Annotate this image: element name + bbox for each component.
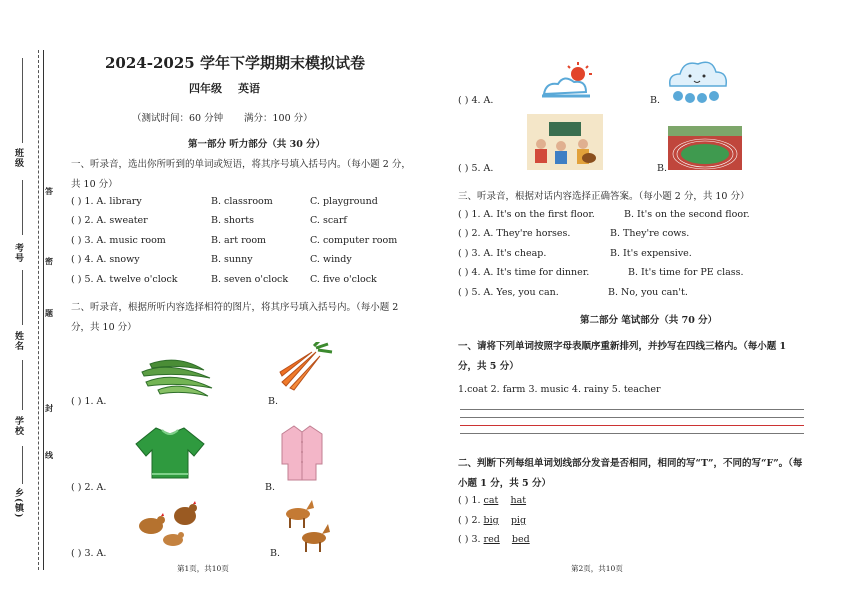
q3-item-3-a[interactable]: ( ) 3. A. It's cheap.	[458, 248, 547, 259]
part2-title: 第二部分 笔试部分（共 70 分）	[580, 315, 718, 326]
p2-q2-item-3-num: ( ) 3.	[458, 534, 484, 545]
class-label: 班级	[13, 148, 23, 168]
grid-line-1	[460, 409, 804, 410]
p2-q2-instruction-line2: 小题 1 分，共 5 分）	[458, 478, 551, 489]
q3-instruction: 三、听录音，根据对话内容选择正确答案。（每小题 2 分，共 10 分）	[458, 191, 750, 202]
q3-item-5-b: B. No, you can't.	[608, 287, 688, 298]
p2-q2-item-1-word1: cat	[483, 495, 499, 506]
q3-item-4-b: B. It's time for PE class.	[628, 267, 744, 278]
playground-image	[668, 126, 742, 170]
footer-left: 第1页，共10页	[177, 564, 229, 573]
school-blank-line[interactable]	[22, 360, 23, 410]
grade-label: 四年级	[189, 82, 222, 95]
q1-item-4-b: B. sunny	[211, 254, 253, 265]
q2-item-1-a[interactable]: ( ) 1. A.	[71, 396, 107, 407]
p2-q2-item-1-word2: hat	[510, 495, 527, 506]
q1-instruction-line2: 共 10 分）	[71, 179, 118, 190]
exam-number-label: 考号	[13, 243, 23, 263]
p2-q2-item-2[interactable]	[458, 515, 526, 526]
q1-item-4[interactable]: ( ) 4. A. snowy	[71, 254, 140, 265]
p2-q2-instruction-line1: 二、判断下列每组单词划线部分发音是否相同，相同的写“T”，不同的写“F”。（每	[458, 458, 803, 469]
town-label: 乡(镇)	[13, 488, 23, 519]
q2-item-2-b[interactable]: B.	[265, 482, 276, 493]
q1-item-1-b: B. classroom	[211, 196, 273, 207]
p2-q2-item-2-word2: pig	[510, 515, 527, 526]
q2-instruction-line1: 二、听录音，根据所听内容选择相符的图片，将其序号填入括号内。（每小题 2	[71, 302, 399, 313]
grid-line-4	[460, 433, 804, 434]
q2-item-4-a[interactable]: ( ) 4. A.	[458, 95, 494, 106]
q2-item-1-b[interactable]: B.	[268, 396, 279, 407]
q1-item-2-c: C. scarf	[310, 215, 347, 226]
p2-q2-item-1-num: ( ) 1.	[458, 495, 484, 506]
class-blank-line[interactable]	[22, 58, 23, 143]
seal-char-da: 答	[45, 186, 53, 196]
hens-image	[133, 500, 203, 550]
p2-q1-instruction-line2: 分，共 5 分）	[458, 361, 519, 372]
outer-dashed-line	[38, 50, 39, 570]
inner-solid-line	[43, 50, 44, 570]
p2-q2-item-3-word1: red	[483, 534, 500, 545]
q2-item-5-b[interactable]: B.	[657, 163, 668, 174]
q1-item-5[interactable]: ( ) 5. A. twelve o'clock	[71, 274, 178, 285]
score-info: 满分：100 分）	[244, 113, 313, 124]
q2-instruction-line2: 分，共 10 分）	[71, 322, 137, 333]
seal-char-feng: 封	[45, 403, 53, 413]
town-blank-line[interactable]	[22, 446, 23, 484]
grid-line-3	[460, 425, 804, 426]
q2-item-2-a[interactable]: ( ) 2. A.	[71, 482, 107, 493]
seal-char-mi: 密	[45, 256, 53, 266]
exam-number-blank-line[interactable]	[22, 180, 23, 235]
p2-q2-item-3[interactable]	[458, 534, 530, 545]
green-sweater-image	[132, 424, 208, 482]
horses-image	[280, 498, 336, 554]
q2-item-5-a[interactable]: ( ) 5. A.	[458, 163, 494, 174]
p2-q1-words: 1.coat 2. farm 3. music 4. rainy 5. teacher	[458, 384, 661, 395]
q1-item-1-c: C. playground	[310, 196, 378, 207]
q3-item-4-a[interactable]: ( ) 4. A. It's time for dinner.	[458, 267, 590, 278]
p2-q2-item-2-word1: big	[483, 515, 499, 526]
seal-char-xian: 线	[45, 450, 53, 460]
music-class-image	[527, 114, 603, 170]
grid-line-2	[460, 417, 804, 418]
school-label: 学校	[13, 416, 23, 436]
snow-cloud-image	[664, 56, 730, 104]
green-beans-image	[138, 350, 216, 400]
sun-cloud-image	[540, 62, 596, 100]
exam-title: 2024-2025 学年下学期期末模拟试卷	[105, 54, 365, 72]
q3-item-5-a[interactable]: ( ) 5. A. Yes, you can.	[458, 287, 559, 298]
q1-item-3-c: C. computer room	[310, 235, 398, 246]
binding-strip	[0, 0, 62, 607]
p2-q2-item-3-word2: bed	[511, 534, 530, 545]
q3-item-1-b: B. It's on the second floor.	[624, 209, 750, 220]
seal-char-ti: 题	[45, 308, 53, 318]
footer-right: 第2页，共10页	[571, 564, 623, 573]
q1-item-1[interactable]: ( ) 1. A. library	[71, 196, 142, 207]
name-blank-line[interactable]	[22, 270, 23, 325]
q1-instruction-line1: 一、听录音，选出你所听到的单词或短语，将其序号填入括号内。（每小题 2 分，	[71, 159, 411, 170]
p2-q2-item-1[interactable]	[458, 495, 526, 506]
q1-item-2[interactable]: ( ) 2. A. sweater	[71, 215, 148, 226]
q1-item-3-b: B. art room	[211, 235, 267, 246]
q1-item-5-c: C. five o'clock	[310, 274, 377, 285]
q2-item-3-b[interactable]: B.	[270, 548, 281, 559]
subject-label: 英语	[238, 82, 260, 95]
time-info: （测试时间：60 分钟	[132, 113, 224, 124]
q1-item-3[interactable]: ( ) 3. A. music room	[71, 235, 166, 246]
name-label: 姓名	[13, 331, 23, 351]
carrots-image	[276, 342, 336, 392]
q2-item-3-a[interactable]: ( ) 3. A.	[71, 548, 107, 559]
q3-item-1-a[interactable]: ( ) 1. A. It's on the first floor.	[458, 209, 595, 220]
q3-item-3-b: B. It's expensive.	[610, 248, 692, 259]
four-line-grid[interactable]	[460, 409, 804, 437]
q1-item-5-b: B. seven o'clock	[211, 274, 289, 285]
q2-item-4-b[interactable]: B.	[650, 95, 661, 106]
pink-shirt-image	[278, 424, 326, 482]
q1-item-4-c: C. windy	[310, 254, 352, 265]
part1-title: 第一部分 听力部分（共 30 分）	[188, 139, 326, 150]
q3-item-2-a[interactable]: ( ) 2. A. They're horses.	[458, 228, 571, 239]
p2-q2-item-2-num: ( ) 2.	[458, 515, 484, 526]
q1-item-2-b: B. shorts	[211, 215, 254, 226]
q3-item-2-b: B. They're cows.	[610, 228, 690, 239]
p2-q1-instruction-line1: 一、请将下列单词按照字母表顺序重新排列，并抄写在四线三格内。（每小题 1	[458, 341, 787, 352]
